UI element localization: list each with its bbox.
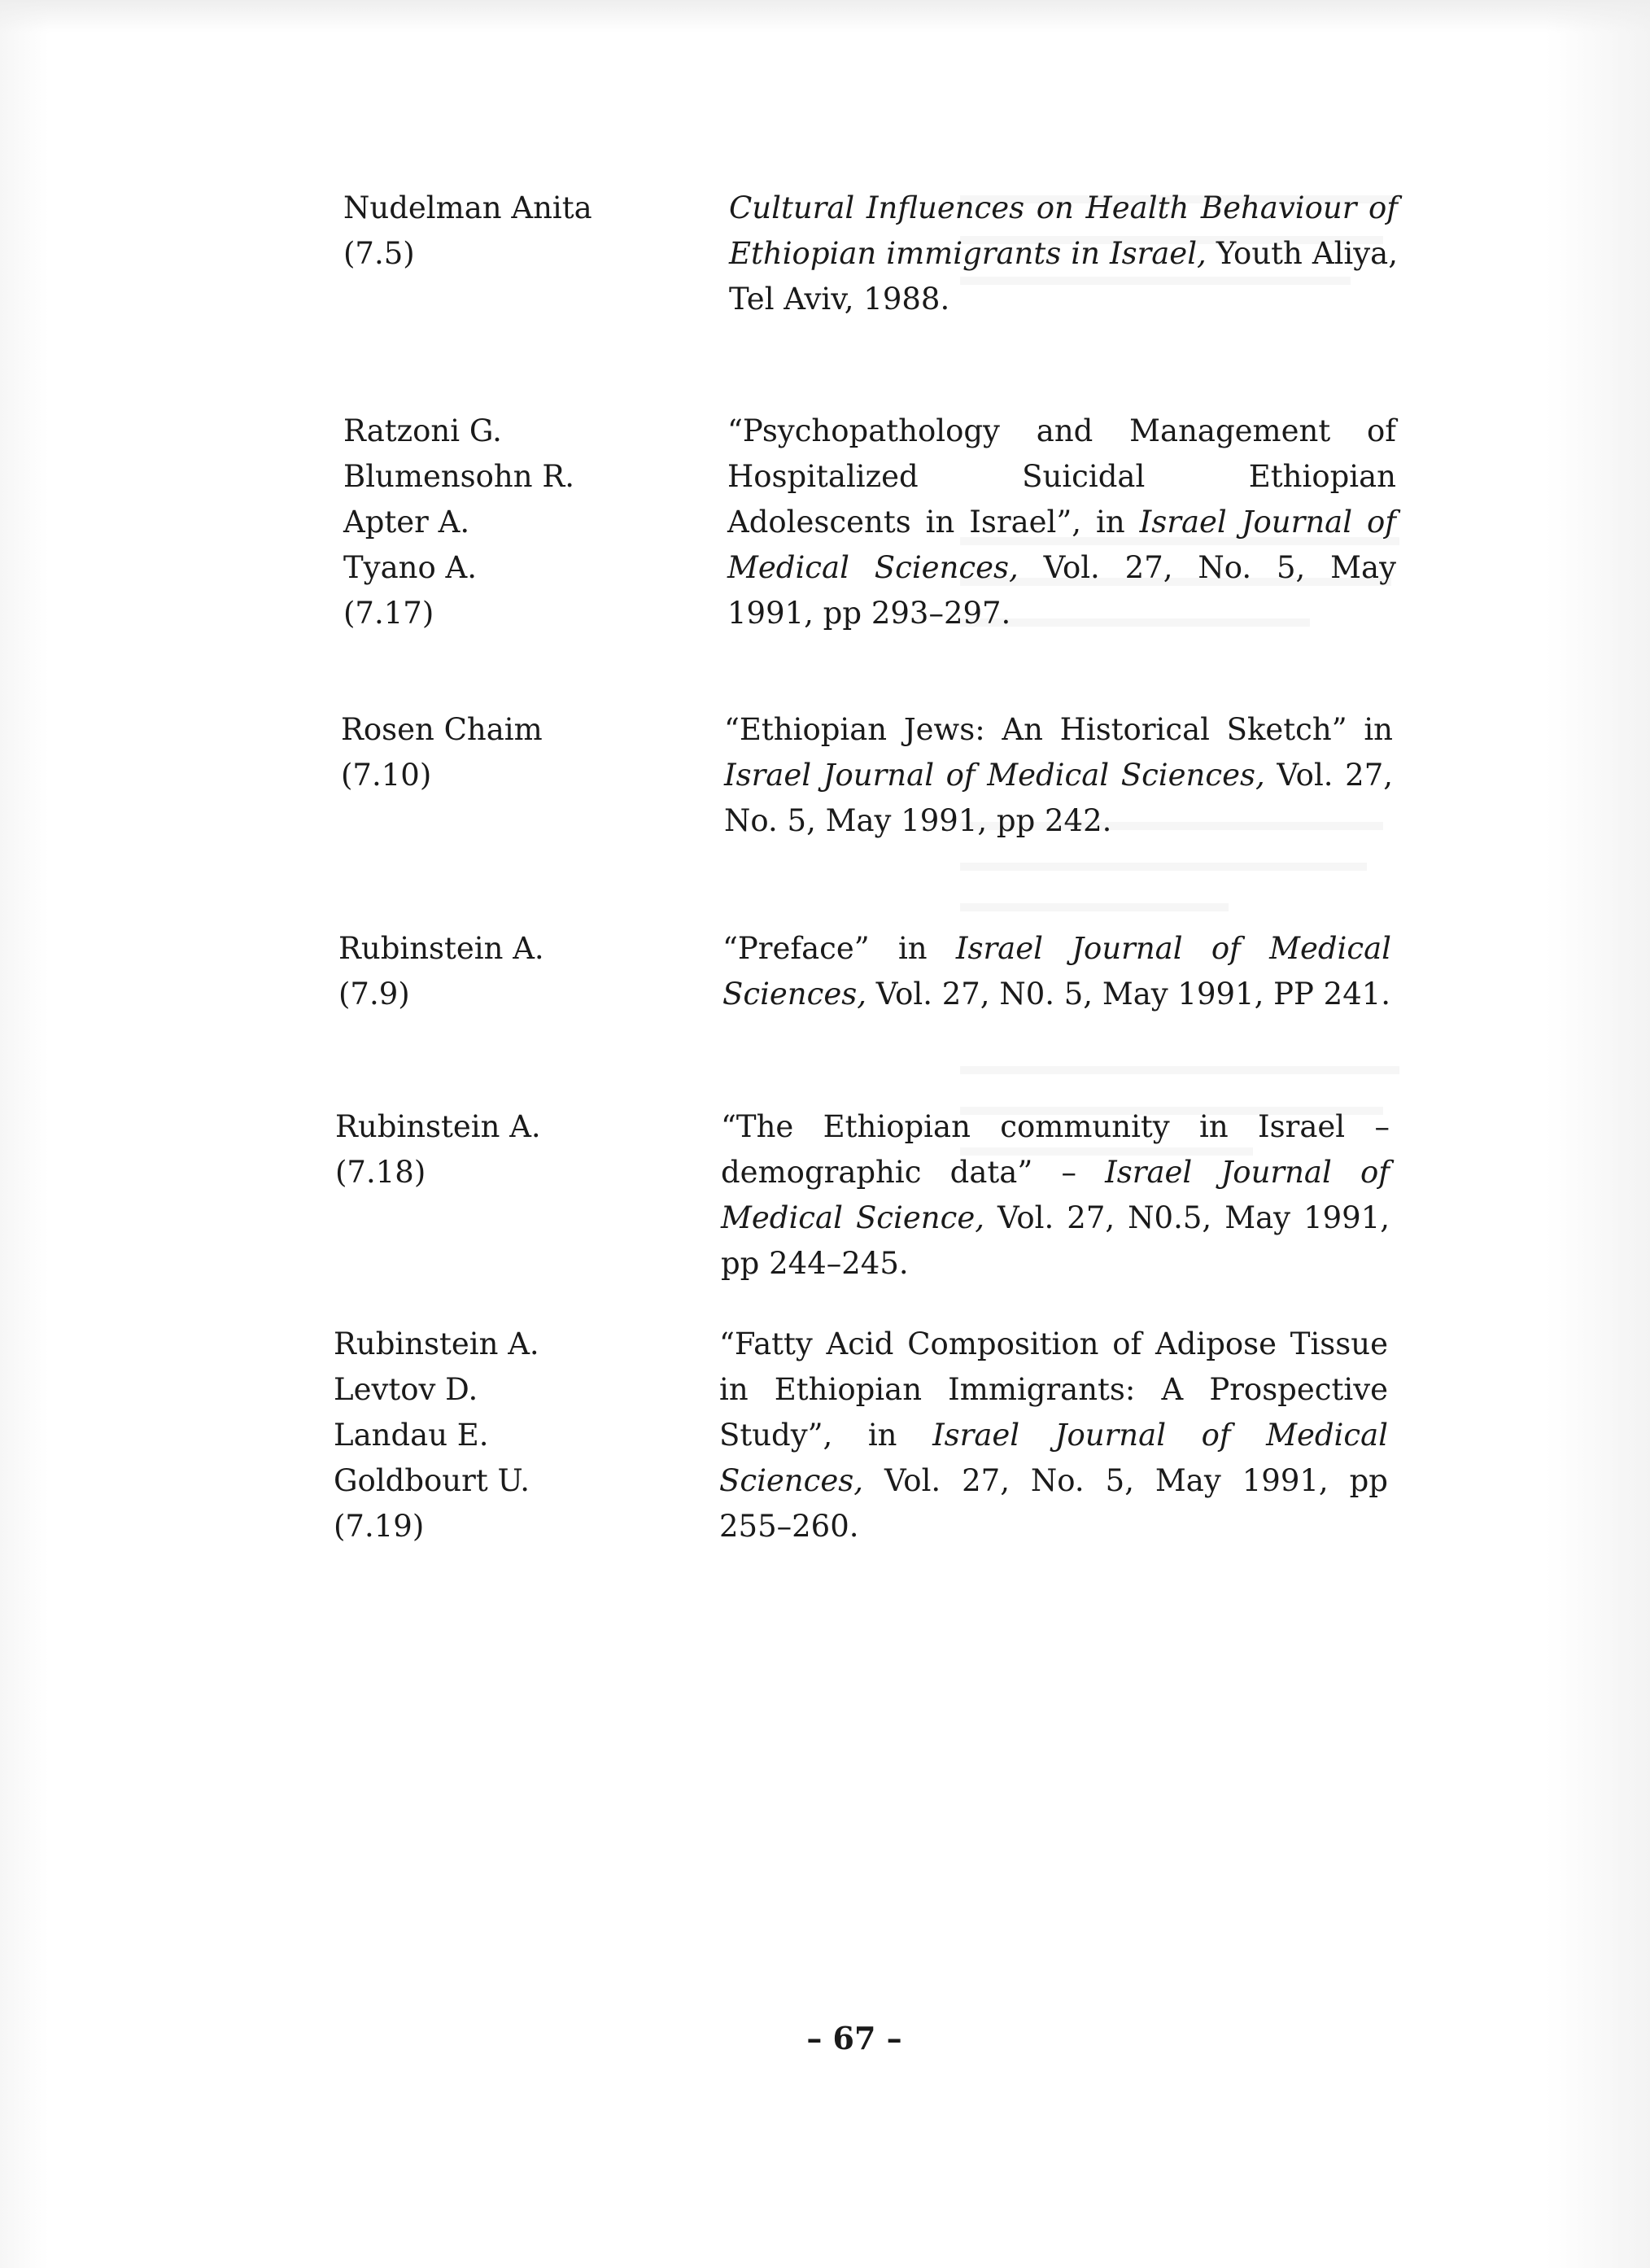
author-line: Rubinstein A. bbox=[334, 1326, 539, 1361]
author-line: Landau E. bbox=[334, 1418, 489, 1453]
entry-citation bbox=[729, 186, 1398, 322]
reference-code: (7.5) bbox=[343, 236, 415, 271]
author-line: Rubinstein A. bbox=[338, 931, 544, 966]
citation-details: Vol. 27, N0. 5, May 1991, PP 241. bbox=[866, 977, 1391, 1012]
citation-details: Vol. 27, No. 5, May 1991, pp 242. bbox=[724, 758, 1394, 838]
entry-authors bbox=[334, 1322, 675, 1549]
entry-authors bbox=[335, 1104, 677, 1195]
entry-authors bbox=[343, 409, 685, 636]
entry-citation bbox=[721, 1104, 1390, 1287]
citation-journal: Israel Journal of Medical Science, bbox=[721, 1155, 1390, 1235]
author-line: Rosen Chaim bbox=[341, 712, 543, 747]
entry-citation bbox=[722, 926, 1391, 1017]
scan-shadow bbox=[0, 0, 1650, 33]
citation-details: Youth Aliya, Tel Aviv, 1988. bbox=[729, 236, 1398, 317]
entry-authors bbox=[343, 186, 685, 277]
citation-details: Vol. 27, No. 5, May 1991, pp 293–297. bbox=[727, 550, 1396, 631]
reference-code: (7.9) bbox=[338, 977, 410, 1012]
entry-citation bbox=[724, 707, 1393, 844]
entry-citation bbox=[727, 409, 1396, 636]
citation-journal: Israel Journal of Medical Sciences, bbox=[727, 505, 1396, 585]
reference-code: (7.18) bbox=[335, 1155, 426, 1190]
author-line: Apter A. bbox=[343, 505, 470, 540]
entry-authors bbox=[338, 926, 680, 1017]
citation-journal: Israel Journal of Medical Sciences, bbox=[722, 931, 1391, 1012]
citation-journal: Israel Journal of Medical Sciences, bbox=[724, 758, 1265, 793]
author-line: Nudelman Anita bbox=[343, 190, 592, 225]
author-line: Levtov D. bbox=[334, 1372, 478, 1407]
reference-code: (7.17) bbox=[343, 596, 434, 631]
citation-title: “Fatty Acid Composition of Adipose Tissue in Ethiopian Immigrants: A Prospective Study”, in bbox=[719, 1326, 1388, 1453]
citation-details: Vol. 27, N0.5, May 1991, pp 244–245. bbox=[721, 1200, 1390, 1281]
citation-details: Vol. 27, No. 5, May 1991, pp 255–260. bbox=[719, 1463, 1388, 1544]
author-line: Blumensohn R. bbox=[343, 459, 574, 494]
citation-title: “The Ethiopian community in Israel – demographic data” – bbox=[721, 1109, 1390, 1190]
citation-journal: Israel Journal of Medical Sciences, bbox=[719, 1418, 1388, 1498]
author-line: Goldbourt U. bbox=[334, 1463, 530, 1498]
citation-title: Cultural Influences on Health Behaviour of Ethiopian immigrants in Israel, bbox=[729, 190, 1398, 271]
citation-title: “Psychopathology and Management of Hospitalized Suicidal Ethiopian Adolescents in Israel”, in bbox=[727, 413, 1396, 540]
reference-code: (7.19) bbox=[334, 1509, 425, 1544]
entry-citation bbox=[719, 1322, 1388, 1549]
page-number: – 67 – bbox=[806, 2020, 902, 2056]
author-line: Ratzoni G. bbox=[343, 413, 502, 448]
author-line: Rubinstein A. bbox=[335, 1109, 541, 1144]
citation-title: “Ethiopian Jews: An Historical Sketch” in bbox=[724, 712, 1393, 747]
reference-code: (7.10) bbox=[341, 758, 432, 793]
entry-authors bbox=[341, 707, 683, 798]
citation-title: “Preface” in bbox=[722, 931, 956, 966]
author-line: Tyano A. bbox=[343, 550, 477, 585]
